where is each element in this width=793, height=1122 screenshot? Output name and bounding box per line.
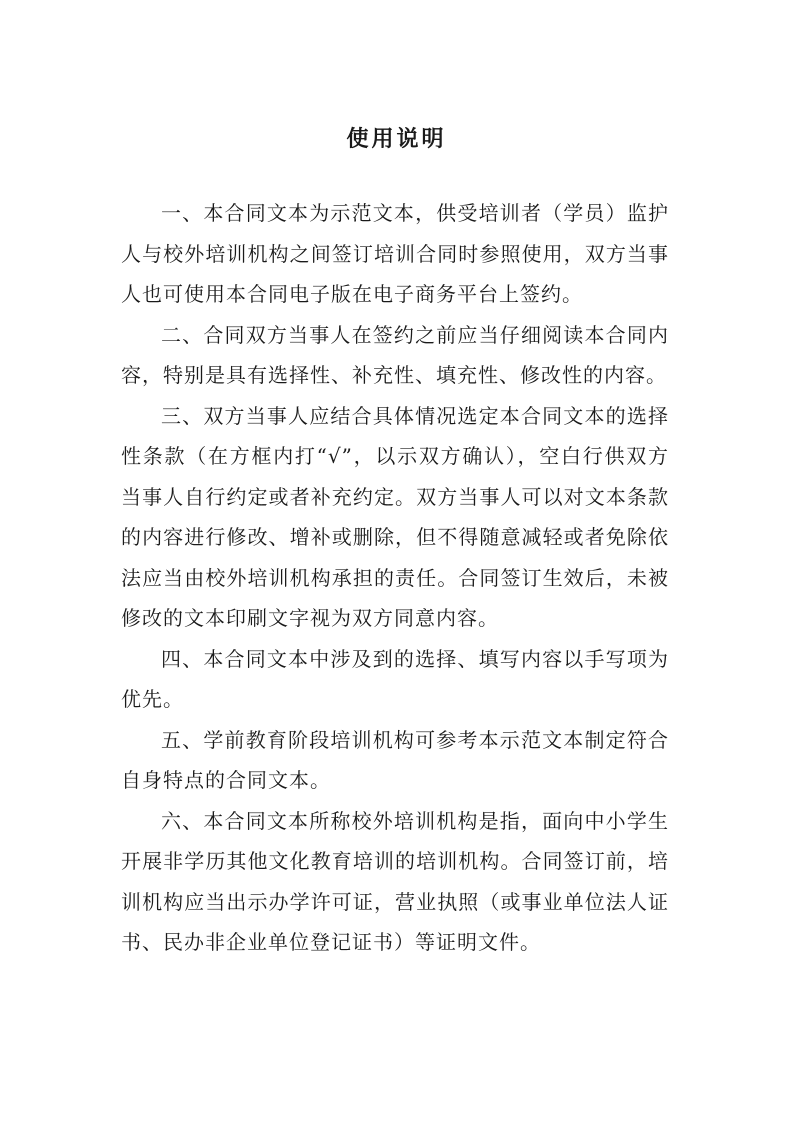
paragraph-3: 三、双方当事人应结合具体情况选定本合同文本的选择性条款（在方框内打“√”，以示双方确认），空白行供双方当事人自行约定或者补充约定。双方当事人可以对文本条款的内容进行修改、增补或删除，但不得随意减轻或者免除依法应当由校外培训机构承担的责任。合同签订生效后，未被修改的文本印刷文字视为双方同意内容。 [121,403,669,630]
paragraph-5: 五、学前教育阶段培训机构可参考本示范文本制定符合自身特点的合同文本。 [121,727,669,792]
document-body [121,193,669,963]
paragraph-2: 二、合同双方当事人在签约之前应当仔细阅读本合同内容，特别是具有选择性、补充性、填充性、修改性的内容。 [121,322,669,387]
page-title: 使用说明 [346,126,447,152]
paragraph-6: 六、本合同文本所称校外培训机构是指，面向中小学生开展非学历其他文化教育培训的培训机构。合同签订前，培训机构应当出示办学许可证，营业执照（或事业单位法人证书、民办非企业单位登记证书）等证明文件。 [121,808,669,954]
paragraph-4: 四、本合同文本中涉及到的选择、填写内容以手写项为优先。 [121,646,669,711]
paragraph-1: 一、本合同文本为示范文本，供受培训者（学员）监护人与校外培训机构之间签订培训合同时参照使用，双方当事人也可使用本合同电子版在电子商务平台上签约。 [121,201,669,306]
